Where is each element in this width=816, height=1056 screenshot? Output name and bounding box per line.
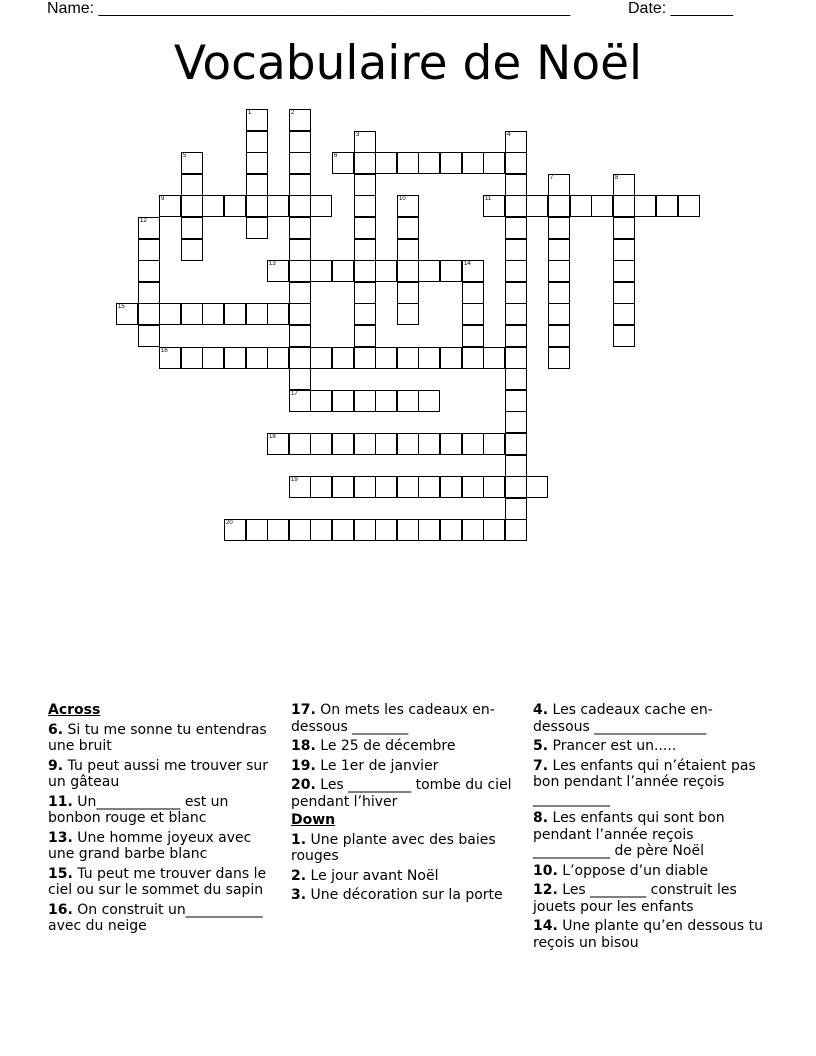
crossword-cell[interactable]	[397, 152, 419, 174]
crossword-cell[interactable]	[354, 390, 376, 412]
crossword-cell[interactable]	[397, 260, 419, 282]
crossword-cell[interactable]	[462, 303, 484, 325]
crossword-cell[interactable]	[181, 152, 203, 174]
crossword-cell[interactable]	[289, 260, 311, 282]
crossword-cell[interactable]	[354, 347, 376, 369]
crossword-cell[interactable]	[289, 347, 311, 369]
crossword-cell[interactable]	[440, 519, 462, 541]
clue-text: Les _________ tombe du ciel pendant l’hiver	[291, 777, 512, 810]
crossword-cell[interactable]	[505, 195, 527, 217]
crossword-cell[interactable]	[462, 282, 484, 304]
crossword-cell[interactable]	[289, 519, 311, 541]
crossword-cell[interactable]	[505, 476, 527, 498]
crossword-cell[interactable]	[224, 195, 246, 217]
clue-number-label: 12	[140, 218, 147, 224]
clue-down-2	[291, 868, 523, 885]
clue-text: Si tu me sonne tu entendras une bruit	[48, 721, 267, 754]
clue-number-label: 3	[356, 132, 360, 138]
crossword-cell[interactable]	[332, 433, 354, 455]
clue-across-6	[48, 722, 280, 755]
crossword-cell[interactable]	[462, 476, 484, 498]
crossword-cell[interactable]	[375, 476, 397, 498]
clue-number: 9.	[48, 757, 64, 774]
page-title: Vocabulaire de Noël	[173, 36, 643, 91]
crossword-cell[interactable]	[462, 519, 484, 541]
crossword-cell[interactable]	[483, 195, 505, 217]
crossword-cell[interactable]	[181, 347, 203, 369]
clue-number-label: 16	[161, 348, 168, 354]
clue-down-1	[291, 832, 523, 865]
crossword-cell[interactable]	[397, 433, 419, 455]
crossword-cell[interactable]	[289, 476, 311, 498]
date-field: Date: _______	[628, 0, 733, 17]
crossword-cell[interactable]	[505, 433, 527, 455]
crossword-cell[interactable]	[505, 519, 527, 541]
clue-down-8	[533, 810, 765, 860]
clue-number-label: 20	[226, 520, 233, 526]
crossword-cell[interactable]	[267, 433, 289, 455]
clue-number: 19.	[291, 757, 316, 774]
crossword-cell[interactable]	[462, 260, 484, 282]
crossword-cell[interactable]	[332, 347, 354, 369]
crossword-cell[interactable]	[505, 217, 527, 239]
crossword-cell[interactable]	[634, 195, 656, 217]
crossword-cell[interactable]	[375, 347, 397, 369]
crossword-cell[interactable]	[483, 152, 505, 174]
crossword-cell[interactable]	[354, 325, 376, 347]
crossword-cell[interactable]	[483, 476, 505, 498]
clue-number-label: 14	[464, 261, 471, 267]
clue-down-5	[533, 738, 765, 755]
clue-down-12	[533, 882, 765, 915]
clue-number: 15.	[48, 865, 73, 882]
crossword-cell[interactable]	[289, 109, 311, 131]
clue-number: 20.	[291, 777, 316, 793]
crossword-cell[interactable]	[505, 174, 527, 196]
crossword-cell[interactable]	[548, 239, 570, 261]
crossword-cell[interactable]	[440, 433, 462, 455]
clue-number: 10.	[533, 862, 558, 879]
clue-text: Les ________ construit les jouets pour les enfants	[533, 882, 737, 915]
clue-number-label: 9	[161, 196, 165, 202]
crossword-cell[interactable]	[397, 347, 419, 369]
crossword-cell[interactable]	[267, 195, 289, 217]
crossword-cell[interactable]	[462, 347, 484, 369]
crossword-cell[interactable]	[483, 519, 505, 541]
crossword-cell[interactable]	[397, 282, 419, 304]
crossword-cell[interactable]	[289, 195, 311, 217]
crossword-cell[interactable]	[202, 303, 224, 325]
crossword-cell[interactable]	[505, 411, 527, 433]
crossword-cell[interactable]	[548, 260, 570, 282]
clue-number-label: 17	[291, 391, 298, 397]
clue-number: 13.	[48, 829, 73, 846]
crossword-cell[interactable]	[310, 347, 332, 369]
clue-number: 14.	[533, 918, 558, 934]
clue-column-2	[291, 702, 523, 907]
crossword-cell[interactable]	[613, 282, 635, 304]
clue-down-7	[533, 758, 765, 808]
clue-across-9	[48, 758, 280, 791]
crossword-cell[interactable]	[613, 260, 635, 282]
clue-text: Une homme joyeux avec une grand barbe blanc	[48, 829, 252, 862]
crossword-cell[interactable]	[289, 174, 311, 196]
clue-number-label: 11	[485, 196, 492, 202]
crossword-cell[interactable]	[462, 325, 484, 347]
crossword-cell[interactable]	[138, 260, 160, 282]
clue-across-16	[48, 902, 280, 935]
crossword-cell[interactable]	[181, 239, 203, 261]
clue-number-label: 5	[183, 153, 187, 159]
down-heading: Down	[291, 812, 336, 828]
crossword-cell[interactable]	[548, 347, 570, 369]
clue-across-19	[291, 758, 523, 775]
crossword-cell[interactable]	[267, 260, 289, 282]
crossword-cell[interactable]	[289, 152, 311, 174]
crossword-cell[interactable]	[505, 303, 527, 325]
clue-across-13	[48, 830, 280, 863]
clue-text: Les enfants qui sont bon pendant l’année reçois ___________ de père Noël	[533, 810, 725, 859]
crossword-cell[interactable]	[440, 347, 462, 369]
crossword-cell[interactable]	[613, 239, 635, 261]
crossword-cell[interactable]	[505, 152, 527, 174]
crossword-cell[interactable]	[138, 282, 160, 304]
crossword-cell[interactable]	[159, 303, 181, 325]
crossword-cell[interactable]	[483, 433, 505, 455]
crossword-cell[interactable]	[310, 195, 332, 217]
crossword-cell[interactable]	[354, 282, 376, 304]
crossword-cell[interactable]	[202, 195, 224, 217]
crossword-cell[interactable]	[332, 260, 354, 282]
clue-number-label: 4	[507, 132, 511, 138]
crossword-cell[interactable]	[548, 303, 570, 325]
clue-number: 7.	[533, 757, 549, 774]
crossword-cell[interactable]	[181, 217, 203, 239]
crossword-cell[interactable]	[462, 433, 484, 455]
clue-across-11	[48, 794, 280, 827]
clue-text: Les cadeaux cache en-dessous ________________	[533, 702, 713, 735]
crossword-cell[interactable]	[656, 195, 678, 217]
crossword-cell[interactable]	[354, 476, 376, 498]
clue-text: On mets les cadeaux en-dessous ________	[291, 702, 495, 735]
crossword-cell[interactable]	[138, 239, 160, 261]
crossword-cell[interactable]	[397, 303, 419, 325]
crossword-cell[interactable]	[418, 390, 440, 412]
crossword-cell[interactable]	[613, 174, 635, 196]
clue-down-4	[533, 702, 765, 735]
clue-text: Une plante qu’en dessous tu reçois un bisou	[533, 918, 764, 951]
crossword-cell[interactable]	[246, 131, 268, 153]
crossword-cell[interactable]	[202, 347, 224, 369]
crossword-cell[interactable]	[397, 519, 419, 541]
clue-number-label: 10	[399, 196, 406, 202]
crossword-cell[interactable]	[181, 174, 203, 196]
crossword-cell[interactable]	[505, 498, 527, 520]
crossword-cell[interactable]	[526, 476, 548, 498]
clue-across-20	[291, 777, 523, 810]
crossword-cell[interactable]	[289, 433, 311, 455]
crossword-cell[interactable]	[246, 152, 268, 174]
crossword-cell[interactable]	[289, 368, 311, 390]
crossword-cell[interactable]	[289, 239, 311, 261]
crossword-cell[interactable]	[418, 152, 440, 174]
crossword-cell[interactable]	[289, 131, 311, 153]
clue-text: L’oppose d’un diable	[557, 862, 709, 879]
crossword-cell[interactable]	[116, 303, 138, 325]
crossword-cell[interactable]	[181, 195, 203, 217]
crossword-cell[interactable]	[332, 476, 354, 498]
crossword-cell[interactable]	[548, 325, 570, 347]
name-field: Name: _____________________________________________________	[47, 0, 571, 17]
clue-number-label: 6	[334, 153, 338, 159]
clue-text: Tu peut aussi me trouver sur un gâteau	[48, 757, 269, 790]
crossword-cell[interactable]	[375, 433, 397, 455]
clue-number-label: 19	[291, 477, 298, 483]
crossword-cell[interactable]	[397, 390, 419, 412]
crossword-cell[interactable]	[246, 217, 268, 239]
crossword-cell[interactable]	[397, 239, 419, 261]
crossword-cell[interactable]	[310, 260, 332, 282]
crossword-cell[interactable]	[397, 195, 419, 217]
crossword-cell[interactable]	[138, 325, 160, 347]
clue-down-10	[533, 863, 765, 880]
crossword-cell[interactable]	[505, 260, 527, 282]
clue-number: 12.	[533, 882, 558, 898]
clue-number-label: 1	[248, 110, 252, 116]
crossword-cell[interactable]	[613, 303, 635, 325]
clue-column-1	[48, 702, 280, 938]
crossword-cell[interactable]	[332, 390, 354, 412]
clue-number: 1.	[291, 831, 307, 848]
crossword-cell[interactable]	[505, 131, 527, 153]
crossword-cell[interactable]	[526, 195, 548, 217]
clue-number-label: 15	[118, 304, 125, 310]
crossword-cell[interactable]	[267, 347, 289, 369]
clue-text: Le jour avant Noël	[306, 867, 439, 884]
crossword-cell[interactable]	[289, 217, 311, 239]
crossword-cell[interactable]	[397, 217, 419, 239]
clue-number: 11.	[48, 793, 73, 810]
crossword-cell[interactable]	[310, 519, 332, 541]
clue-number-label: 18	[269, 434, 276, 440]
crossword-cell[interactable]	[289, 390, 311, 412]
crossword-cell[interactable]	[375, 390, 397, 412]
crossword-cell[interactable]	[246, 174, 268, 196]
crossword-cell[interactable]	[483, 347, 505, 369]
crossword-cell[interactable]	[418, 347, 440, 369]
clue-across-18	[291, 738, 523, 755]
crossword-cell[interactable]	[310, 390, 332, 412]
crossword-cell[interactable]	[397, 476, 419, 498]
crossword-cell[interactable]	[138, 217, 160, 239]
clue-across-15	[48, 866, 280, 899]
crossword-cell[interactable]	[181, 303, 203, 325]
crossword-cell[interactable]	[159, 195, 181, 217]
crossword-cell[interactable]	[354, 519, 376, 541]
crossword-cell[interactable]	[246, 195, 268, 217]
crossword-cell[interactable]	[548, 282, 570, 304]
clue-text: Tu peut me trouver dans le ciel ou sur le sommet du sapin	[48, 865, 267, 898]
clue-number: 6.	[48, 721, 64, 738]
clue-number-label: 7	[550, 175, 554, 181]
crossword-cell[interactable]	[505, 390, 527, 412]
clue-number: 3.	[291, 887, 307, 903]
clue-text: Prancer est un.....	[548, 738, 677, 754]
crossword-cell[interactable]	[246, 109, 268, 131]
crossword-cell[interactable]	[332, 519, 354, 541]
crossword-cell[interactable]	[613, 217, 635, 239]
crossword-cell[interactable]	[354, 303, 376, 325]
crossword-cell[interactable]	[354, 131, 376, 153]
crossword-cell[interactable]	[440, 260, 462, 282]
clue-number: 5.	[533, 738, 549, 754]
crossword-cell[interactable]	[505, 325, 527, 347]
clue-column-3	[533, 702, 765, 954]
crossword-cell[interactable]	[354, 433, 376, 455]
clue-text: Une décoration sur la porte	[306, 887, 503, 903]
across-heading: Across	[48, 702, 101, 718]
clue-text: Le 25 de décembre	[315, 738, 456, 754]
clue-down-14	[533, 918, 765, 951]
crossword-cell[interactable]	[246, 347, 268, 369]
crossword-cell[interactable]	[354, 239, 376, 261]
clue-number: 2.	[291, 867, 307, 884]
crossword-cell[interactable]	[289, 282, 311, 304]
crossword-cell[interactable]	[310, 433, 332, 455]
clue-number: 8.	[533, 810, 549, 826]
crossword-cell[interactable]	[418, 433, 440, 455]
crossword-cell[interactable]	[570, 195, 592, 217]
crossword-cell[interactable]	[332, 152, 354, 174]
crossword-cell[interactable]	[613, 195, 635, 217]
crossword-cell[interactable]	[548, 195, 570, 217]
crossword-cell[interactable]	[440, 152, 462, 174]
crossword-cell[interactable]	[613, 325, 635, 347]
clue-number: 16.	[48, 901, 73, 918]
clue-text: Le 1er de janvier	[315, 757, 439, 774]
crossword-cell[interactable]	[224, 519, 246, 541]
crossword-cell[interactable]	[289, 303, 311, 325]
crossword-cell[interactable]	[246, 303, 268, 325]
clue-number: 18.	[291, 738, 316, 754]
crossword-cell[interactable]	[462, 152, 484, 174]
crossword-cell[interactable]	[418, 260, 440, 282]
crossword-cell[interactable]	[375, 519, 397, 541]
crossword-cell[interactable]	[505, 347, 527, 369]
crossword-cell[interactable]	[224, 347, 246, 369]
crossword-cell[interactable]	[505, 368, 527, 390]
crossword-cell[interactable]	[289, 325, 311, 347]
crossword-cell[interactable]	[354, 174, 376, 196]
clue-number: 17.	[291, 702, 316, 718]
crossword-cell[interactable]	[246, 519, 268, 541]
crossword-cell[interactable]	[418, 476, 440, 498]
crossword-cell[interactable]	[354, 152, 376, 174]
clue-text: On construit un___________ avec du neige	[48, 901, 263, 934]
clue-text: Une plante avec des baies rouges	[291, 831, 496, 864]
crossword-cell[interactable]	[354, 195, 376, 217]
crossword-cell[interactable]	[375, 260, 397, 282]
crossword-cell[interactable]	[224, 303, 246, 325]
clue-number: 4.	[533, 702, 549, 718]
clue-text: Les enfants qui n’étaient pas bon pendant l’année reçois ___________	[533, 757, 756, 807]
crossword-cell[interactable]	[138, 303, 160, 325]
crossword-cell[interactable]	[354, 260, 376, 282]
clue-number-label: 8	[615, 175, 619, 181]
crossword-cell[interactable]	[310, 476, 332, 498]
crossword-cell[interactable]	[678, 195, 700, 217]
crossword-cell[interactable]	[440, 476, 462, 498]
crossword-cell[interactable]	[375, 152, 397, 174]
crossword-cell[interactable]	[505, 455, 527, 477]
clue-number-label: 2	[291, 110, 295, 116]
crossword-cell[interactable]	[591, 195, 613, 217]
crossword-cell[interactable]	[354, 217, 376, 239]
crossword-cell[interactable]	[548, 174, 570, 196]
crossword-cell[interactable]	[548, 217, 570, 239]
clue-number-label: 13	[269, 261, 276, 267]
clue-down-3	[291, 887, 523, 904]
crossword-cell[interactable]	[505, 239, 527, 261]
crossword-cell[interactable]	[418, 519, 440, 541]
crossword-cell[interactable]	[267, 303, 289, 325]
crossword-cell[interactable]	[267, 519, 289, 541]
clue-across-17	[291, 702, 523, 735]
crossword-cell[interactable]	[505, 282, 527, 304]
clue-text: Un____________ est un bonbon rouge et blanc	[48, 793, 229, 826]
crossword-cell[interactable]	[159, 347, 181, 369]
